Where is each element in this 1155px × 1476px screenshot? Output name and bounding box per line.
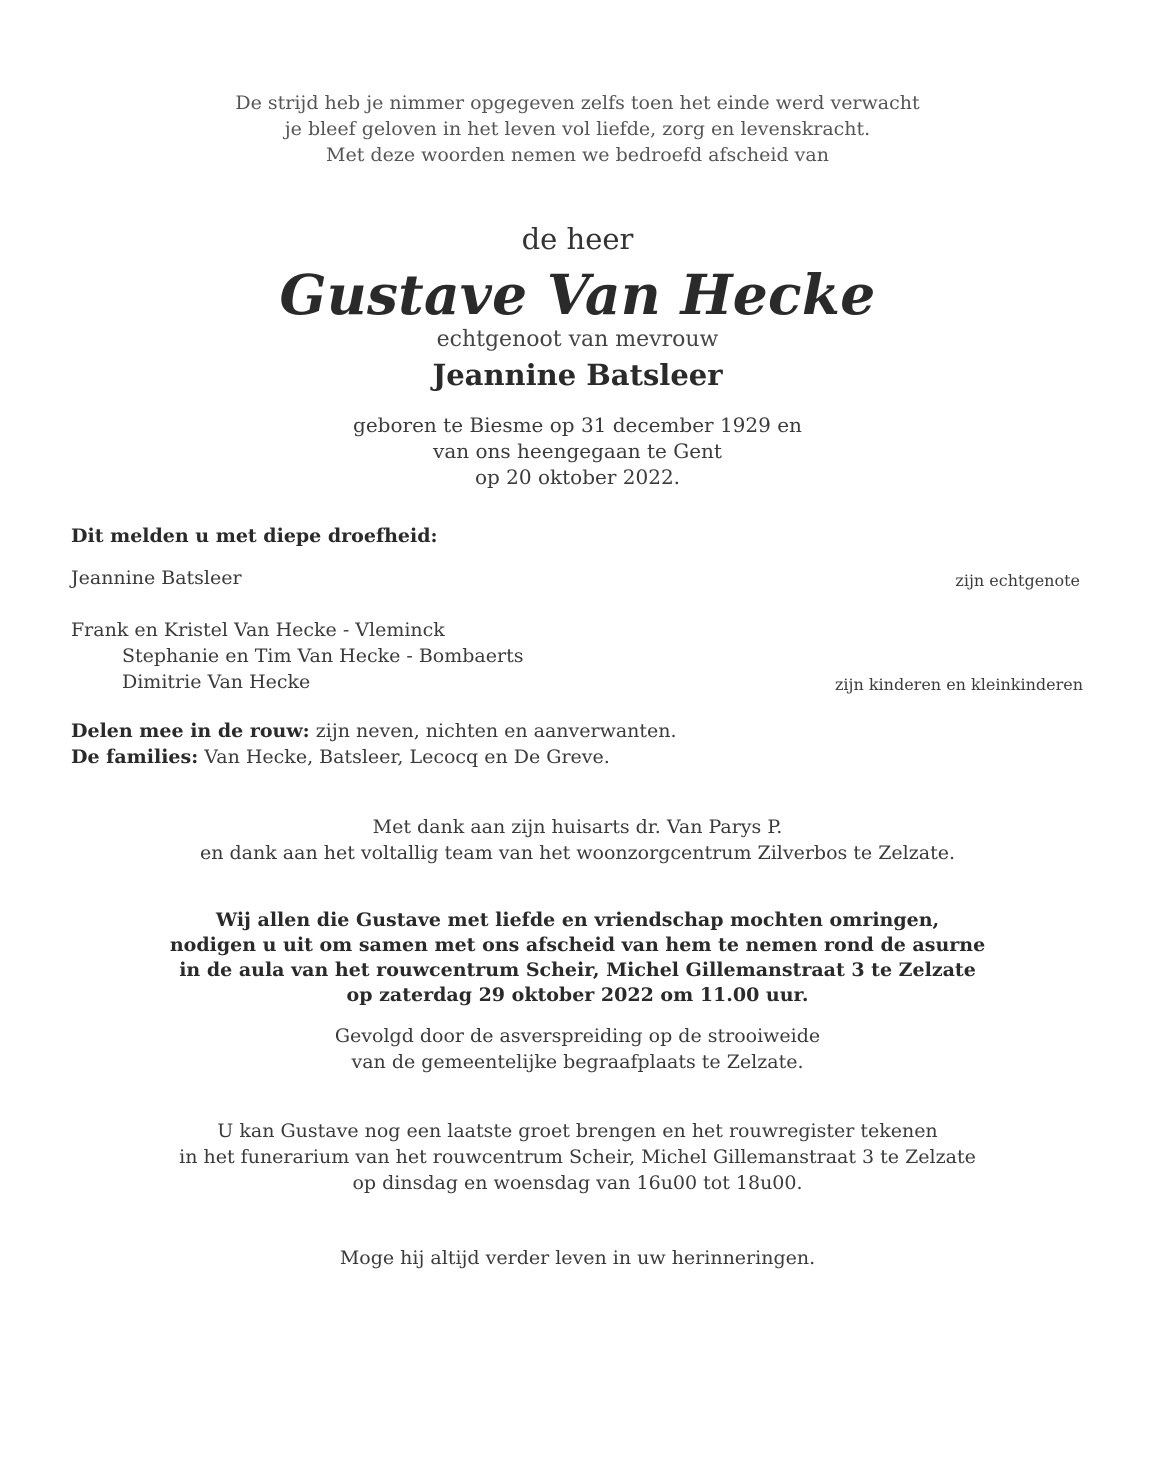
ceremony-line: op zaterdag 29 oktober 2022 om 11.00 uur. bbox=[346, 984, 809, 1006]
share-mourning-label: Delen mee in de rouw: bbox=[71, 720, 310, 742]
death-place-line: van ons heengegaan te Gent bbox=[433, 439, 722, 463]
death-date-line: op 20 oktober 2022. bbox=[474, 465, 681, 489]
closing-line: Moge hij altijd verder leven in uw herinneringen. bbox=[339, 1247, 816, 1269]
visit-line: U kan Gustave nog een laatste groet brengen en het rouwregister tekenen bbox=[217, 1120, 938, 1142]
relation-spouse: zijn echtgenote bbox=[955, 571, 1080, 590]
ceremony-line: nodigen u uit om samen met ons afscheid van hem te nemen rond de asurne bbox=[169, 934, 986, 956]
opening-poem bbox=[0, 90, 1155, 168]
poem-line: Met deze woorden nemen we bedroefd afscheid van bbox=[326, 144, 829, 166]
poem-line: De strijd heb je nimmer opgegeven zelfs toen het einde werd verwacht bbox=[235, 92, 920, 114]
announcement-heading: Dit melden u met diepe droefheid: bbox=[71, 525, 438, 547]
thanks-line: Met dank aan zijn huisarts dr. Van Parys P. bbox=[372, 816, 783, 838]
share-mourning-text: zijn neven, nichten en aanverwanten. bbox=[309, 720, 677, 742]
scatter-line: van de gemeentelijke begraafplaats te Zelzate. bbox=[351, 1051, 804, 1073]
relation-children: zijn kinderen en kleinkinderen bbox=[834, 675, 1083, 694]
birth-death-info bbox=[0, 412, 1155, 490]
mourner-grandchild: Dimitrie Van Hecke bbox=[122, 671, 311, 693]
ceremony-line: in de aula van het rouwcentrum Scheir, Michel Gillemanstraat 3 te Zelzate bbox=[179, 959, 976, 981]
visitation-info bbox=[0, 1118, 1155, 1196]
scatter-line: Gevolgd door de asverspreiding op de strooiweide bbox=[334, 1025, 821, 1047]
mourner-spouse: Jeannine Batsleer bbox=[71, 567, 242, 589]
spouse-name: Jeannine Batsleer bbox=[432, 358, 723, 392]
families-text: Van Hecke, Batsleer, Lecocq en De Greve. bbox=[198, 746, 610, 768]
honorific-title: de heer bbox=[521, 222, 634, 256]
visit-line: in het funerarium van het rouwcentrum Scheir, Michel Gillemanstraat 3 te Zelzate bbox=[179, 1146, 976, 1168]
spouse-intro: echtgenoot van mevrouw bbox=[436, 327, 719, 352]
families-line bbox=[71, 744, 677, 770]
mourner-child: Frank en Kristel Van Hecke - Vleminck bbox=[71, 619, 445, 641]
families-label: De families: bbox=[71, 746, 199, 768]
thanks-section bbox=[0, 814, 1155, 866]
ash-scattering bbox=[0, 1023, 1155, 1075]
mourner-grandchild: Stephanie en Tim Van Hecke - Bombaerts bbox=[122, 645, 524, 667]
deceased-name: Gustave Van Hecke bbox=[279, 262, 876, 327]
ceremony-invitation bbox=[0, 908, 1155, 1008]
visit-line: op dinsdag en woensdag van 16u00 tot 18u00. bbox=[352, 1172, 803, 1194]
poem-line: je bleef geloven in het leven vol liefde, zorg en levenskracht. bbox=[284, 118, 871, 140]
thanks-line: en dank aan het voltallig team van het woonzorgcentrum Zilverbos te Zelzate. bbox=[200, 842, 955, 864]
extended-family bbox=[71, 718, 677, 770]
birth-line: geboren te Biesme op 31 december 1929 en bbox=[353, 413, 802, 437]
share-mourning-line bbox=[71, 718, 677, 744]
ceremony-line: Wij allen die Gustave met liefde en vriendschap mochten omringen, bbox=[215, 909, 940, 931]
